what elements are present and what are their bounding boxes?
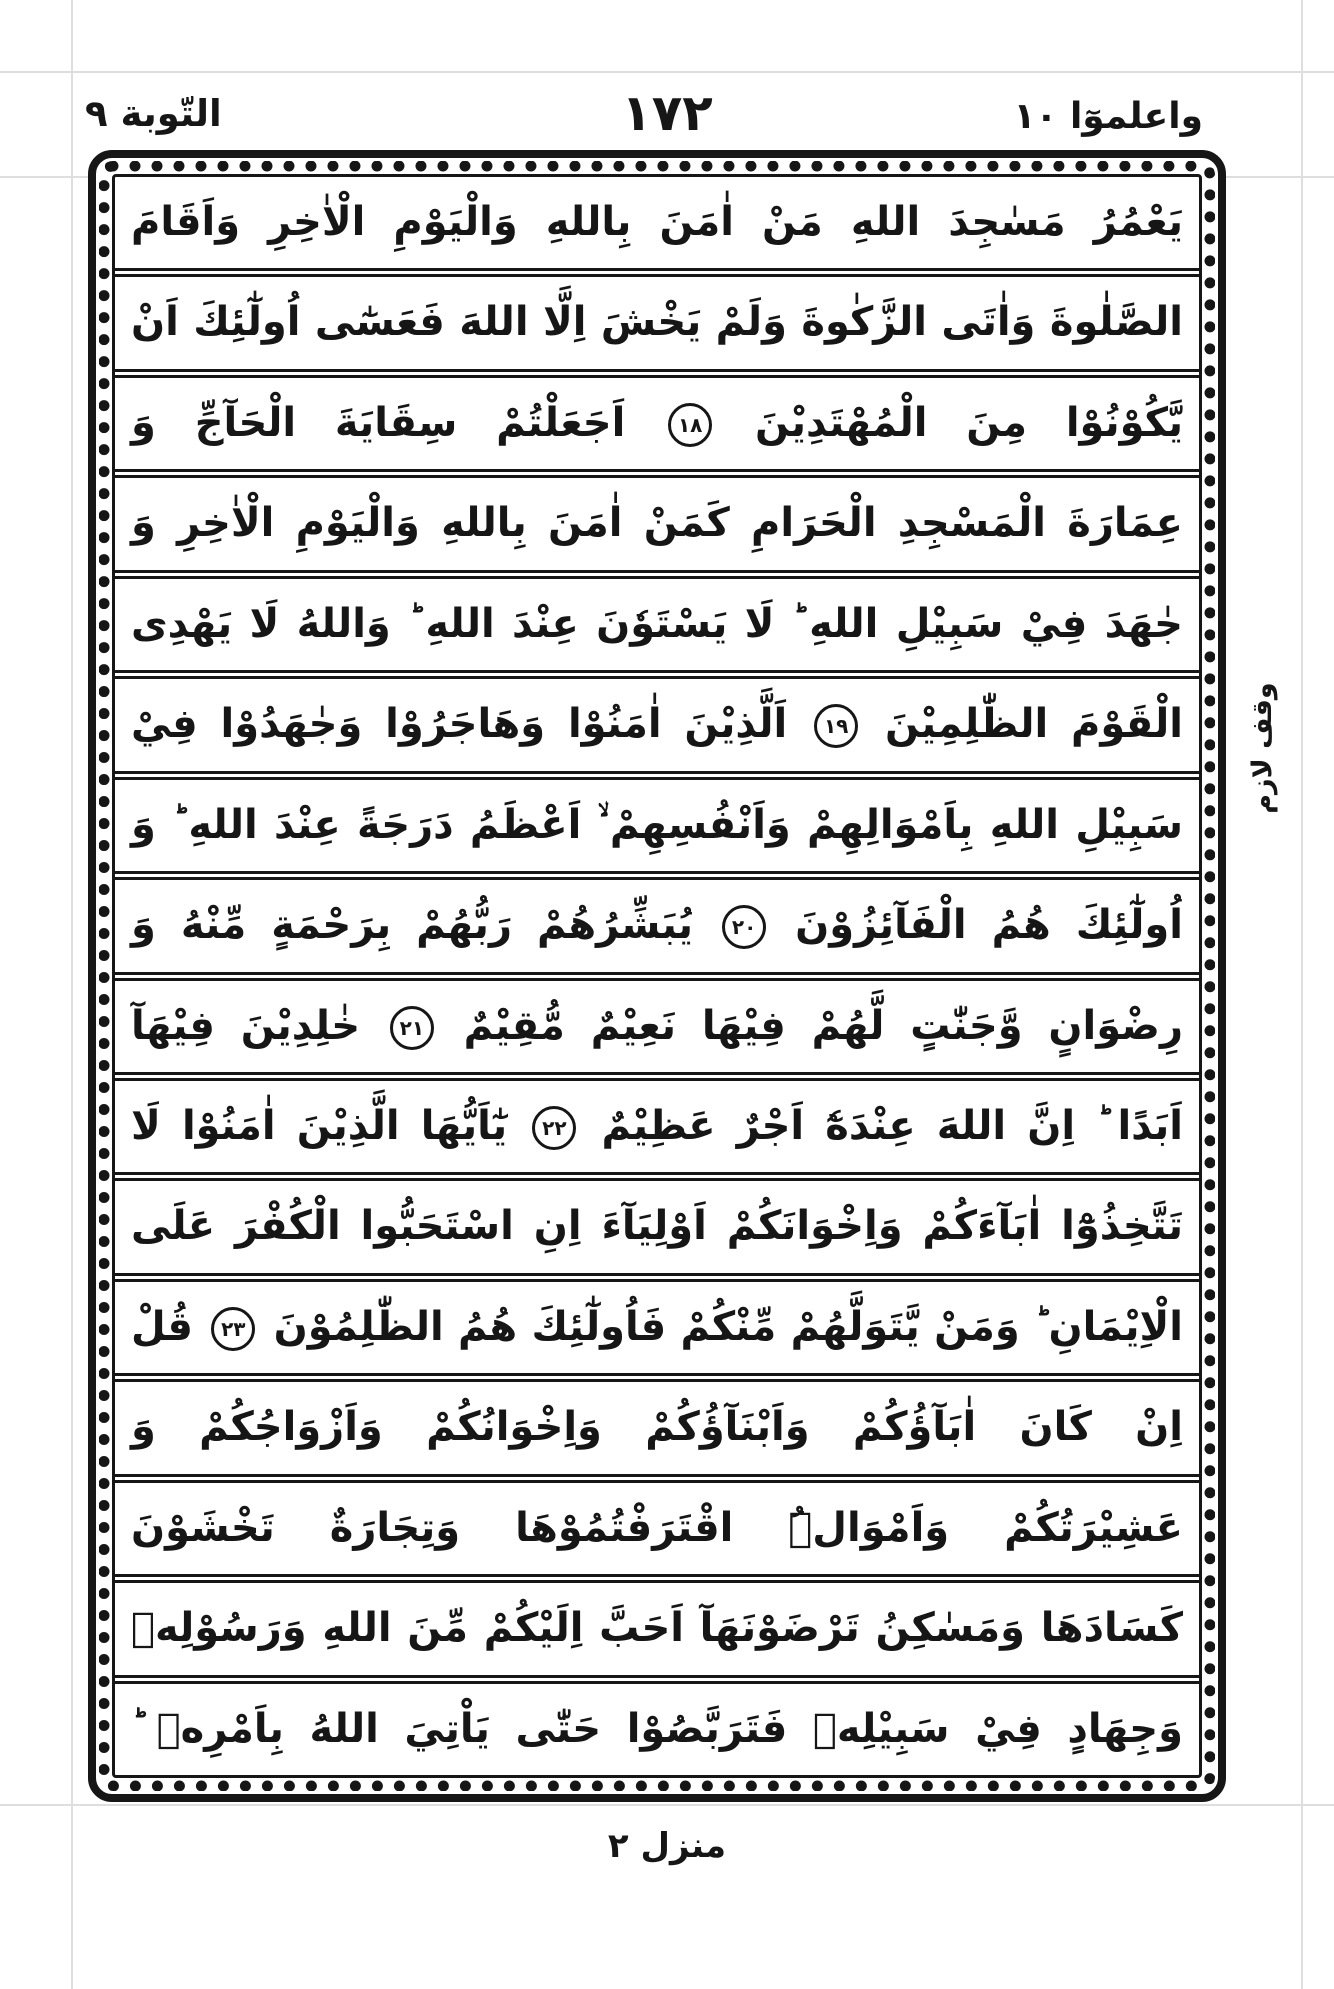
quran-line [115,1081,1199,1181]
quran-line [115,1483,1199,1583]
quran-line [115,378,1199,478]
ayah-end-marker: ٢١ [390,1006,434,1050]
page-guide-line [0,71,1334,73]
ayah-end-marker: ٢٣ [211,1307,255,1351]
surah-name-label: التّوبة ٩ [85,92,222,135]
line-text: وَجِهَادٍ فِيْ سَبِيْلِهٖ فَتَرَبَّصُوْا حَتّٰى يَاْتِيَ اللهُ بِاَمْرِهٖ ؕ [131,1705,1183,1752]
quran-line [115,679,1199,779]
line-text: يَّكُوْنُوْا مِنَ الْمُهْتَدِيْنَ [755,399,1184,446]
line-text: يُبَشِّرُهُمْ رَبُّهُمْ بِرَحْمَةٍ مِّنْهُ وَ [131,902,694,949]
quran-line [115,780,1199,880]
page-number: ١٧٢ [621,84,713,142]
line-text: سَبِيْلِ اللهِ بِاَمْوَالِهِمْ وَاَنْفُسِهِمْ ۙ اَعْظَمُ دَرَجَةً عِنْدَ اللهِ ؕ وَ [131,801,1183,848]
quran-line [115,1181,1199,1281]
quran-line [115,1583,1199,1683]
line-text: رِضْوَانٍ وَّجَنّٰتٍ لَّهُمْ فِيْهَا نَعِيْمٌ مُّقِيْمٌ [463,1002,1183,1049]
line-text: اَلَّذِيْنَ اٰمَنُوْا وَهَاجَرُوْا وَجٰهَدُوْا فِيْ [131,701,788,748]
line-text: اَبَدًا ؕ اِنَّ اللهَ عِنْدَهٗٓ اَجْرٌ عَظِيْمٌ [601,1102,1183,1149]
page-guide-line [0,1804,1334,1806]
ayah-end-marker: ١٩ [814,704,858,748]
ayah-end-marker: ٢٠ [722,905,766,949]
quran-line [115,277,1199,377]
page-guide-line [71,0,73,1989]
line-text: الْاِيْمَانِ ؕ وَمَنْ يَّتَوَلَّهُمْ مِّنْكُمْ فَاُولٰٓئِكَ هُمُ الظّٰلِمُوْنَ [273,1303,1183,1350]
manzil-label: منزل ٢ [607,1826,727,1866]
line-text: قُلْ [131,1303,193,1350]
quran-line [115,1382,1199,1482]
line-text: عِمَارَةَ الْمَسْجِدِ الْحَرَامِ كَمَنْ اٰمَنَ بِاللهِ وَالْيَوْمِ الْاٰخِرِ وَ [131,500,1183,547]
quran-line [115,981,1199,1081]
line-text: الصَّلٰوةَ وَاٰتَى الزَّكٰوةَ وَلَمْ يَخْشَ اِلَّا اللهَ فَعَسٰٓى اُولٰٓئِكَ اَنْ [131,299,1183,346]
bead-border [99,161,1215,1791]
line-text: اِنْ كَانَ اٰبَآؤُكُمْ وَاَبْنَآؤُكُمْ وَاِخْوَانُكُمْ وَاَزْوَاجُكُمْ وَ [131,1404,1183,1451]
quran-line [115,1282,1199,1382]
quran-line [115,880,1199,980]
line-text: يَعْمُرُ مَسٰجِدَ اللهِ مَنْ اٰمَنَ بِاللهِ وَالْيَوْمِ الْاٰخِرِ وَاَقَامَ [131,199,1183,245]
page-guide-line [1301,0,1303,1989]
quran-text-block [115,177,1199,1775]
quran-line [115,478,1199,578]
quran-line [115,177,1199,277]
line-text: عَشِيْرَتُكُمْ وَاَمْوَالُۨ اقْتَرَفْتُمُوْهَا وَتِجَارَةٌ تَخْشَوْنَ [131,1504,1183,1551]
ayah-end-marker: ٢٢ [532,1106,576,1150]
inner-border [112,174,1202,1778]
line-text: خٰلِدِيْنَ فِيْهَآ [131,1002,361,1049]
quran-line [115,579,1199,679]
line-text: تَتَّخِذُوْٓا اٰبَآءَكُمْ وَاِخْوَانَكُمْ اَوْلِيَآءَ اِنِ اسْتَحَبُّوا الْكُفْرَ عَلَى [131,1203,1183,1250]
line-text: اُولٰٓئِكَ هُمُ الْفَآئِزُوْنَ [795,902,1183,949]
line-text: اَجَعَلْتُمْ سِقَايَةَ الْحَآجِّ وَ [131,399,626,446]
line-text: يٰٓاَيُّهَا الَّذِيْنَ اٰمَنُوْا لَا [131,1102,508,1149]
waqf-lazim-margin-note: وقف لازم [1246,682,1278,814]
mushaf-border-frame [88,150,1226,1802]
line-text: كَسَادَهَا وَمَسٰكِنُ تَرْضَوْنَهَآ اَحَبَّ اِلَيْكُمْ مِّنَ اللهِ وَرَسُوْلِهٖ [131,1605,1183,1652]
quran-line [115,1684,1199,1775]
ayah-end-marker: ١٨ [668,403,712,447]
line-text: جٰهَدَ فِيْ سَبِيْلِ اللهِ ؕ لَا يَسْتَوٗنَ عِنْدَ اللهِ ؕ وَاللهُ لَا يَهْدِى [131,600,1183,647]
juz-name-label: واعلموٓا ١٠ [1013,96,1203,137]
line-text: الْقَوْمَ الظّٰلِمِيْنَ [885,701,1183,748]
